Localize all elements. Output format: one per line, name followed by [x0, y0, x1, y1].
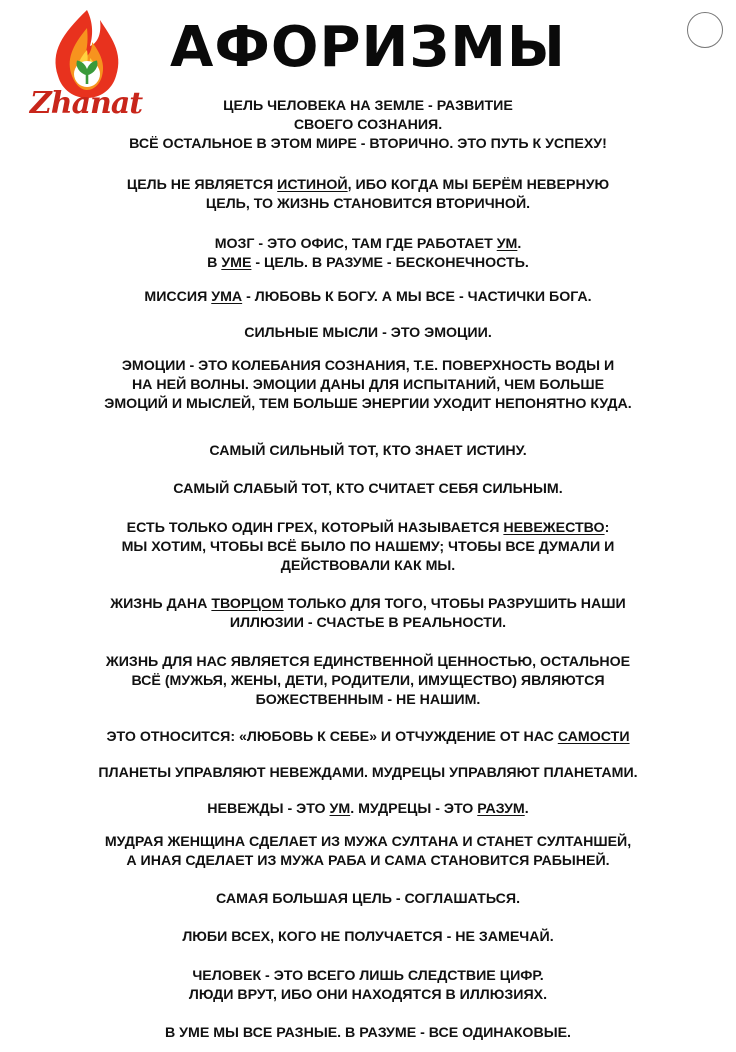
text-segment: , ИБО КОГДА МЫ БЕРЁМ НЕВЕРНУЮ: [347, 177, 610, 193]
aphorism-line: [30, 116, 706, 135]
aphorism: [30, 595, 706, 633]
text-segment: СВОЕГО СОЗНАНИЯ.: [293, 117, 443, 133]
aphorism-line: [30, 254, 706, 273]
text-segment: :: [604, 520, 610, 536]
text-segment: ЛЮБИ ВСЕХ, КОГО НЕ ПОЛУЧАЕТСЯ - НЕ ЗАМЕЧАЙ.: [182, 929, 554, 945]
text-segment: ТОЛЬКО ДЛЯ ТОГО, ЧТОБЫ РАЗРУШИТЬ НАШИ: [283, 596, 626, 612]
text-segment: ДЕЙСТВОВАЛИ КАК МЫ.: [280, 558, 456, 574]
aphorism-line: [30, 324, 706, 343]
aphorism: [30, 324, 706, 343]
aphorism-line: [30, 97, 706, 116]
aphorism-line: [30, 728, 706, 747]
aphorism-line: [30, 357, 706, 376]
underlined-term: РАЗУМ: [477, 801, 525, 817]
aphorism-line: [30, 519, 706, 538]
text-segment: ЕСТЬ ТОЛЬКО ОДИН ГРЕХ, КОТОРЫЙ НАЗЫВАЕТСЯ: [126, 520, 504, 536]
aphorism: [30, 764, 706, 783]
text-segment: МОЗГ - ЭТО ОФИС, ТАМ ГДЕ РАБОТАЕТ: [214, 236, 497, 252]
text-segment: ЧЕЛОВЕК - ЭТО ВСЕГО ЛИШЬ СЛЕДСТВИЕ ЦИФР.: [192, 968, 544, 984]
text-segment: ЦЕЛЬ НЕ ЯВЛЯЕТСЯ: [126, 177, 278, 193]
aphorism-line: [30, 288, 706, 307]
aphorism-line: [30, 376, 706, 395]
text-segment: А ИНАЯ СДЕЛАЕТ ИЗ МУЖА РАБА И САМА СТАНОВИТСЯ РАБЫНЕЙ.: [126, 853, 610, 869]
aphorism-line: [30, 653, 706, 672]
aphorism-line: [30, 800, 706, 819]
aphorism-line: [30, 395, 706, 414]
text-segment: МУДРАЯ ЖЕНЩИНА СДЕЛАЕТ ИЗ МУЖА СУЛТАНА И СТАНЕТ СУЛТАНШЕЙ,: [104, 834, 632, 850]
text-segment: ЛЮДИ ВРУТ, ИБО ОНИ НАХОДЯТСЯ В ИЛЛЮЗИЯХ.: [188, 987, 548, 1003]
text-segment: САМАЯ БОЛЬШАЯ ЦЕЛЬ - СОГЛАШАТЬСЯ.: [215, 891, 521, 907]
aphorism-line: [30, 691, 706, 710]
aphorism-line: [30, 195, 706, 214]
underlined-term: ТВОРЦОМ: [211, 596, 284, 612]
aphorism-line: [30, 986, 706, 1005]
aphorism-line: [30, 135, 706, 154]
aphorism-line: [30, 595, 706, 614]
text-segment: . МУДРЕЦЫ - ЭТО: [350, 801, 478, 817]
underlined-term: УМА: [211, 289, 243, 305]
aphorism-line: [30, 442, 706, 461]
aphorism: [30, 235, 706, 273]
aphorism: [30, 728, 706, 747]
aphorism-line: [30, 764, 706, 783]
aphorism: [30, 967, 706, 1005]
text-segment: В УМЕ МЫ ВСЕ РАЗНЫЕ. В РАЗУМЕ - ВСЕ ОДИНАКОВЫЕ.: [164, 1025, 572, 1041]
aphorism: [30, 97, 706, 154]
underlined-term: НЕВЕЖЕСТВО: [503, 520, 605, 536]
aphorism-line: [30, 890, 706, 909]
aphorism: [30, 653, 706, 710]
text-segment: В: [207, 255, 222, 271]
aphorism-line: [30, 480, 706, 499]
aphorism-line: [30, 538, 706, 557]
text-segment: НА НЕЙ ВОЛНЫ. ЭМОЦИИ ДАНЫ ДЛЯ ИСПЫТАНИЙ, ЧЕМ БОЛЬШЕ: [131, 377, 605, 393]
text-segment: БОЖЕСТВЕННЫМ - НЕ НАШИМ.: [255, 692, 481, 708]
text-segment: .: [524, 801, 529, 817]
text-segment: ЖИЗНЬ ДАНА: [110, 596, 212, 612]
aphorism: [30, 176, 706, 214]
text-segment: ЭТО ОТНОСИТСЯ: «ЛЮБОВЬ К СЕБЕ» И ОТЧУЖДЕНИЕ ОТ НАС: [106, 729, 558, 745]
aphorism: [30, 1024, 706, 1043]
aphorism-line: [30, 833, 706, 852]
aphorism-line: [30, 176, 706, 195]
aphorism-line: [30, 852, 706, 871]
aphorism-line: [30, 235, 706, 254]
text-segment: ЦЕЛЬ ЧЕЛОВЕКА НА ЗЕМЛЕ - РАЗВИТИЕ: [223, 98, 513, 114]
text-segment: ИЛЛЮЗИИ - СЧАСТЬЕ В РЕАЛЬНОСТИ.: [229, 615, 507, 631]
aphorism: [30, 442, 706, 461]
aphorism-line: [30, 614, 706, 633]
brand-logo: Zhanat: [29, 86, 143, 121]
aphorism: [30, 890, 706, 909]
aphorism: [30, 357, 706, 414]
aphorism-line: [30, 557, 706, 576]
aphorism-line: [30, 1024, 706, 1043]
aphorism: [30, 928, 706, 947]
underlined-term: УМ: [329, 801, 351, 817]
aphorism: [30, 288, 706, 307]
aphorism: [30, 833, 706, 871]
text-segment: ВСЁ ОСТАЛЬНОЕ В ЭТОМ МИРЕ - ВТОРИЧНО. ЭТО ПУТЬ К УСПЕХУ!: [129, 136, 607, 152]
text-segment: - ЛЮБОВЬ К БОГУ. А МЫ ВСЕ - ЧАСТИЧКИ БОГА.: [242, 289, 592, 305]
text-segment: САМЫЙ СИЛЬНЫЙ ТОТ, КТО ЗНАЕТ ИСТИНУ.: [209, 443, 527, 459]
punch-hole: [687, 12, 723, 48]
aphorism: [30, 800, 706, 819]
aphorism: [30, 480, 706, 499]
text-segment: - ЦЕЛЬ. В РАЗУМЕ - БЕСКОНЕЧНОСТЬ.: [251, 255, 529, 271]
text-segment: ЭМОЦИИ - ЭТО КОЛЕБАНИЯ СОЗНАНИЯ, Т.Е. ПОВЕРХНОСТЬ ВОДЫ И: [121, 358, 615, 374]
text-segment: .: [517, 236, 522, 252]
text-segment: ЭМОЦИЙ И МЫСЛЕЙ, ТЕМ БОЛЬШЕ ЭНЕРГИИ УХОДИТ НЕПОНЯТНО КУДА.: [104, 396, 632, 412]
text-segment: САМЫЙ СЛАБЫЙ ТОТ, КТО СЧИТАЕТ СЕБЯ СИЛЬНЫМ.: [173, 481, 563, 497]
underlined-term: ИСТИНОЙ: [277, 177, 348, 193]
underlined-term: УМЕ: [221, 255, 252, 271]
aphorism-line: [30, 928, 706, 947]
aphorism-line: [30, 967, 706, 986]
aphorism-line: [30, 672, 706, 691]
text-segment: ВСЁ (МУЖЬЯ, ЖЕНЫ, ДЕТИ, РОДИТЕЛИ, ИМУЩЕСТВО) ЯВЛЯЮТСЯ: [131, 673, 605, 689]
text-segment: ЦЕЛЬ, ТО ЖИЗНЬ СТАНОВИТСЯ ВТОРИЧНОЙ.: [205, 196, 531, 212]
underlined-term: УМ: [496, 236, 518, 252]
text-segment: СИЛЬНЫЕ МЫСЛИ - ЭТО ЭМОЦИИ.: [244, 325, 492, 341]
aphorism: [30, 519, 706, 576]
text-segment: МИССИЯ: [144, 289, 212, 305]
text-segment: НЕВЕЖДЫ - ЭТО: [207, 801, 330, 817]
underlined-term: САМОСТИ: [557, 729, 630, 745]
text-segment: ПЛАНЕТЫ УПРАВЛЯЮТ НЕВЕЖДАМИ. МУДРЕЦЫ УПРАВЛЯЮТ ПЛАНЕТАМИ.: [98, 765, 638, 781]
text-segment: МЫ ХОТИМ, ЧТОБЫ ВСЁ БЫЛО ПО НАШЕМУ; ЧТОБЫ ВСЕ ДУМАЛИ И: [121, 539, 615, 555]
page-title: АФОРИЗМЫ: [170, 15, 566, 80]
text-segment: ЖИЗНЬ ДЛЯ НАС ЯВЛЯЕТСЯ ЕДИНСТВЕННОЙ ЦЕННОСТЬЮ, ОСТАЛЬНОЕ: [105, 654, 631, 670]
